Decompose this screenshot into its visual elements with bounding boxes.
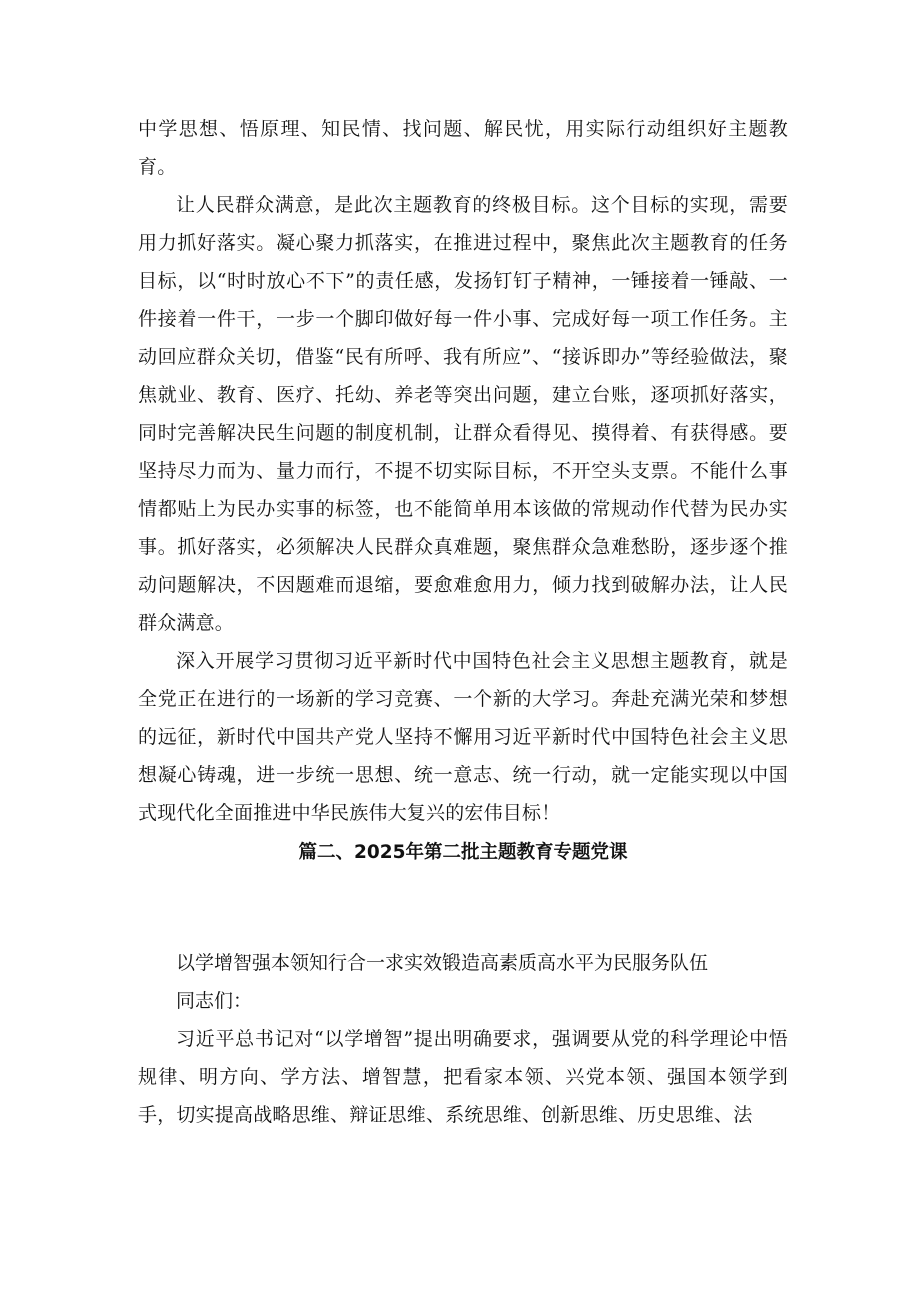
document-page [138,110,788,1134]
paragraph-speech-body: 习近平总书记对“以学增智”提出明确要求，强调要从党的科学理论中悟规律、明方向、学方法、增智慧，把看家本领、兴党本领、强国本领学到手，切实提高战略思维、辩证思维、系统思维、创新思维、历史思维、法 [138,1028,788,1126]
paragraph-conclusion: 深入开展学习贯彻习近平新时代中国特色社会主义思想主题教育，就是全党正在进行的一场新的学习竞赛、一个新的大学习。奔赴充满光荣和梦想的远征，新时代中国共产党人坚持不懈用习近平新时代中国特色社会主义思想凝心铸魂，进一步统一思想、统一意志、统一行动，就一定能实现以中国式现代化全面推进中华民族伟大复兴的宏伟目标！ [138,650,788,824]
speech-subtitle: 以学增智强本领知行合一求实效锻造高素质高水平为民服务队伍 [176,952,709,974]
section-heading: 篇二、2025年第二批主题教育专题党课 [298,842,628,863]
salutation: 同志们： [176,990,253,1012]
paragraph-satisfaction: 让人民群众满意，是此次主题教育的终极目标。这个目标的实现，需要用力抓好落实。凝心聚力抓落实，在推进过程中，聚焦此次主题教育的任务目标，以“时时放心不下”的责任感，发扬钉钉子精神，一锤接着一锤敲、一件接着一件干，一步一个脚印做好每一件小事、完成好每一项工作任务。主动回应群众关切，借鉴“民有所呼、我有所应”、“接诉即办”等经验做法，聚焦就业、教育、医疗、托幼、养老等突出问题，建立台账，逐项抓好落实，同时完善解决民生问题的制度机制，让群众看得见、摸得着、有获得感。要坚持尽力而为、量力而行，不提不切实际目标，不开空头支票。不能什么事情都贴上为民办实事的标签，也不能简单用本该做的常规动作代替为民办实事。抓好落实，必须解决人民群众真难题，聚焦群众急难愁盼，逐步逐个推动问题解决，不因题难而退缩，要愈难愈用力，倾力找到破解办法，让人民群众满意。 [138,194,788,634]
paragraph-continuation: 中学思想、悟原理、知民情、找问题、解民忧，用实际行动组织好主题教育。 [138,118,788,178]
section-spacer [138,868,788,944]
